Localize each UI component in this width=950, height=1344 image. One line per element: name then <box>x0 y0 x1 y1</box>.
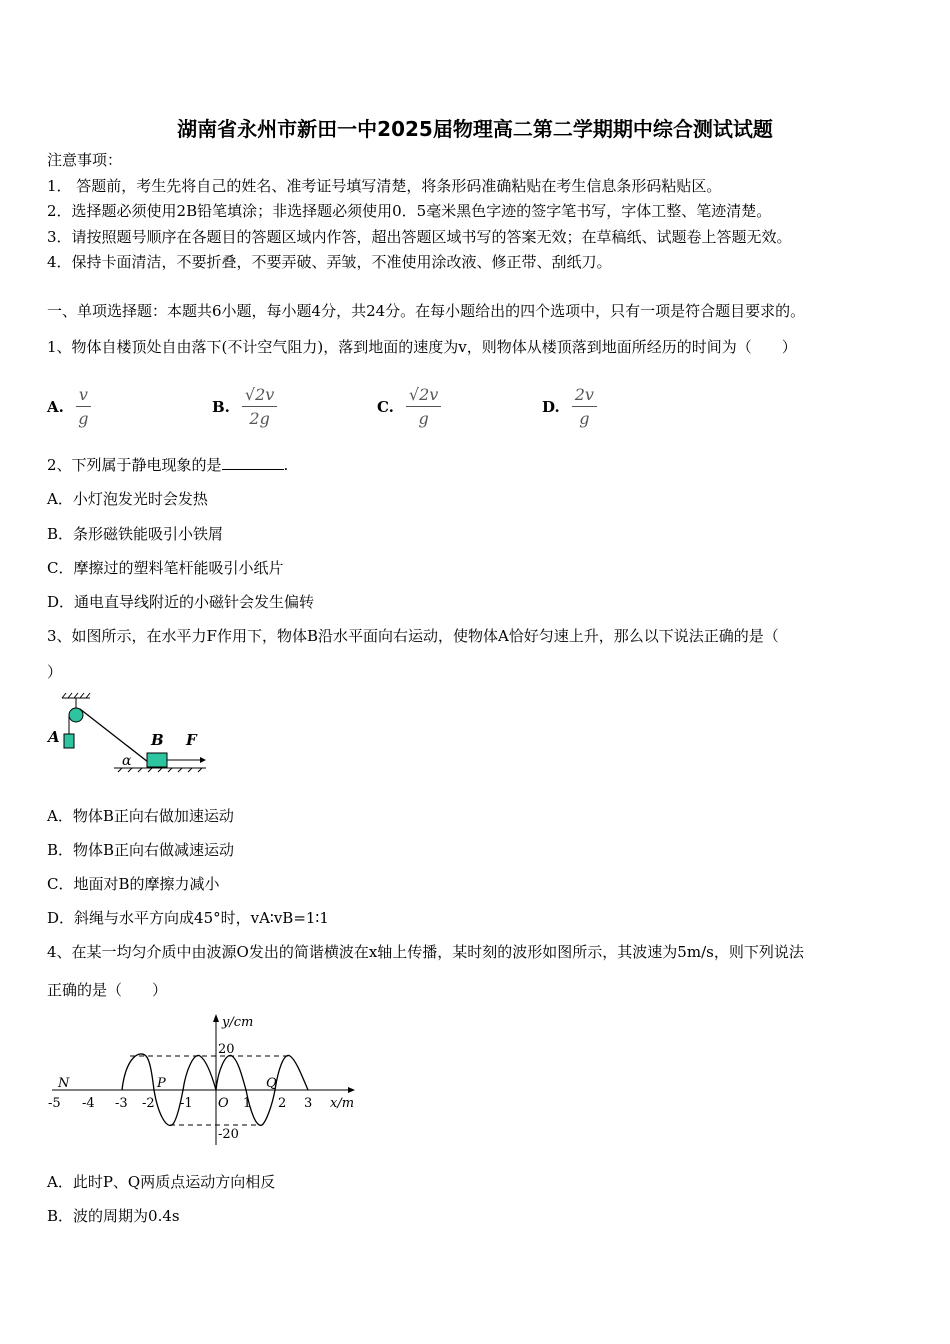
q1-option-a: A. $\frac{v}{g}$ <box>47 385 91 428</box>
label-f: F <box>186 731 197 749</box>
label-angle: α <box>122 753 132 769</box>
q3-option: A．物体B正向右做加速运动 <box>47 807 234 825</box>
notice-item: 2．选择题必须使用2B铅笔填涂；非选择题必须使用0．5毫米黑色字迹的签字笔书写，字体工整、笔迹清楚。 <box>47 202 772 220</box>
q2-option: B．条形磁铁能吸引小铁屑 <box>47 525 224 543</box>
x-tick: -2 <box>142 1096 155 1111</box>
notice-item: 4．保持卡面清洁，不要折叠，不要弄破、弄皱，不准使用涂改液、修正带、刮纸刀。 <box>47 253 612 271</box>
q4-option: A．此时P、Q两质点运动方向相反 <box>47 1173 276 1191</box>
notice-item: 1． 答题前，考生先将自己的姓名、准考证号填写清楚，将条形码准确粘贴在考生信息条形码粘贴区。 <box>47 177 722 195</box>
question-4-stem-end: 正确的是（ ） <box>47 981 168 999</box>
x-tick: 3 <box>304 1096 313 1111</box>
q3-option: D．斜绳与水平方向成45°时，vA∶vB=1∶1 <box>47 909 329 927</box>
notice-item: 3．请按照题号顺序在各题目的答题区域内作答，超出答题区域书写的答案无效；在草稿纸、试题卷上答题无效。 <box>47 228 792 246</box>
x-tick: 1 <box>243 1096 252 1111</box>
y-axis-label: y/cm <box>222 1015 254 1030</box>
question-2-stem: 2、下列属于静电现象的是 . <box>47 456 289 474</box>
y-max-label: 20 <box>218 1042 235 1057</box>
point-n: N <box>58 1076 70 1091</box>
x-tick: -3 <box>115 1096 128 1111</box>
q1-option-d: D. $\frac{2v}{g}$ <box>542 385 597 428</box>
q1-option-c: C. $\frac{√2v}{g}$ <box>377 385 441 428</box>
point-p: P <box>157 1076 166 1091</box>
x-tick: -1 <box>180 1096 193 1111</box>
pulley-figure <box>40 690 220 780</box>
x-axis-label: x/m <box>330 1096 355 1111</box>
q3-option: C．地面对B的摩擦力减小 <box>47 875 220 893</box>
section-heading: 一、单项选择题：本题共6小题，每小题4分，共24分。在每小题给出的四个选项中，只有一项是符合题目要求的。 <box>47 302 806 320</box>
x-tick: -5 <box>48 1096 61 1111</box>
wave-figure <box>40 1010 360 1150</box>
question-4-stem: 4、在某一均匀介质中由波源O发出的简谐横波在x轴上传播，某时刻的波形如图所示，其波速为5m/s，则下列说法 <box>47 943 804 961</box>
q2-option: D．通电直导线附近的小磁针会发生偏转 <box>47 593 315 611</box>
q3-option: B．物体B正向右做减速运动 <box>47 841 235 859</box>
question-1-stem: 1、物体自楼顶处自由落下(不计空气阻力)，落到地面的速度为v，则物体从楼顶落到地面所经历的时间为（ ） <box>47 338 797 356</box>
x-tick: 2 <box>278 1096 287 1111</box>
q2-option: A．小灯泡发光时会发热 <box>47 490 208 508</box>
y-min-label: -20 <box>218 1127 239 1142</box>
q2-option: C．摩擦过的塑料笔杆能吸引小纸片 <box>47 559 284 577</box>
question-3-stem: 3、如图所示，在水平力F作用下，物体B沿水平面向右运动，使物体A恰好匀速上升，那么以下说法正确的是（ <box>47 627 779 645</box>
page-title: 湖南省永州市新田一中2025届物理高二第二学期期中综合测试试题 <box>177 117 773 141</box>
point-q: Q <box>266 1076 277 1091</box>
x-tick: -4 <box>82 1096 95 1111</box>
label-a: A <box>48 728 60 746</box>
question-3-stem-end: ） <box>47 663 63 681</box>
notice-heading: 注意事项： <box>47 151 123 169</box>
q1-option-b: B. $\frac{√2v}{2g}$ <box>212 385 277 428</box>
q4-option: B．波的周期为0.4s <box>47 1207 180 1225</box>
label-b: B <box>151 731 164 749</box>
origin-label: O <box>218 1096 229 1111</box>
